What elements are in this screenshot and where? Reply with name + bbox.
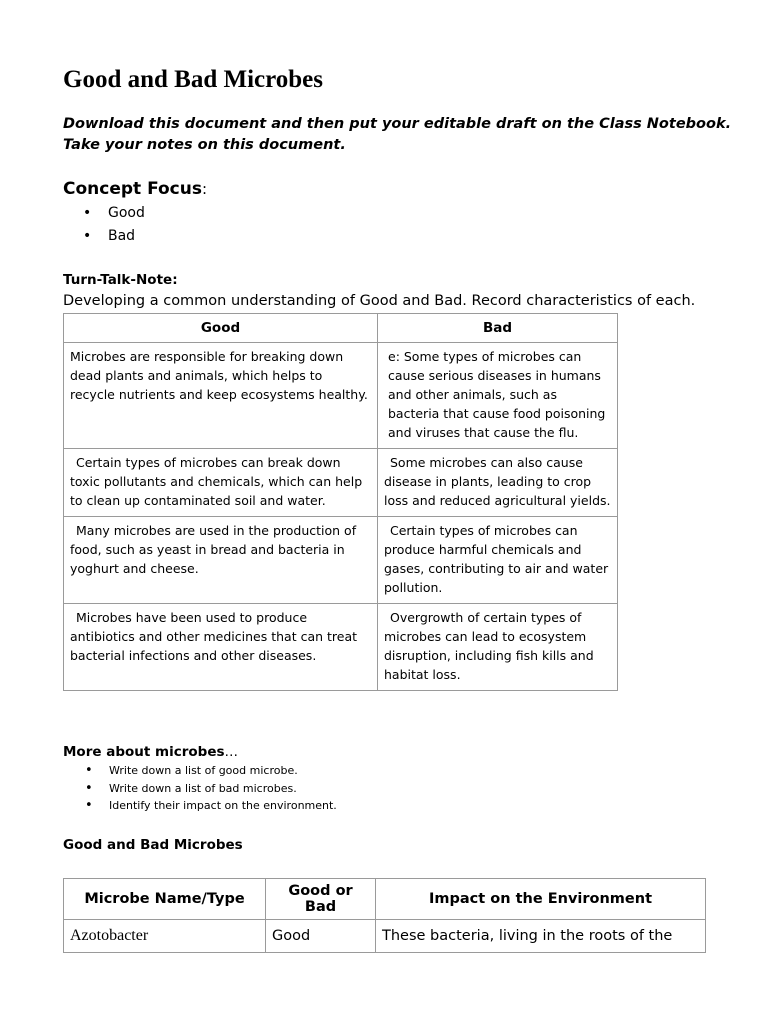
table-row <box>64 604 618 691</box>
header-microbe-name: Microbe Name/Type <box>64 879 266 920</box>
good-cell: Many microbes are used in the production of food, such as yeast in bread and bacteria in yoghurt and cheese. <box>64 517 378 604</box>
bad-cell: Some microbes can also cause disease in plants, leading to crop loss and reduced agricultural yields. <box>378 449 618 517</box>
instructions-text: Download this document and then put your editable draft on the Class Notebook. Take your notes on this document. <box>63 116 732 153</box>
concept-focus-colon: : <box>201 180 208 198</box>
impact-cell: These bacteria, living in the roots of the <box>376 920 706 953</box>
header-impact: Impact on the Environment <box>376 879 706 920</box>
document-title: Good and Bad Microbes <box>63 66 323 93</box>
table-row <box>64 517 618 604</box>
bad-cell: Certain types of microbes can produce harmful chemicals and gases, contributing to air and water pollution. <box>378 517 618 604</box>
table-row <box>64 920 706 953</box>
bad-cell: Overgrowth of certain types of microbes can lead to ecosystem disruption, including fish kills and habitat loss. <box>378 604 618 691</box>
good-or-bad-cell: Good <box>266 920 376 953</box>
good-cell: Certain types of microbes can break down toxic pollutants and chemicals, which can help to clean up contaminated soil and water. <box>64 449 378 517</box>
more-about-ellipsis: … <box>224 744 239 760</box>
more-about-heading-text: More about microbes <box>63 744 225 760</box>
table-row <box>64 343 618 449</box>
microbe-name-cell: Azotobacter <box>64 920 266 953</box>
concept-focus-list <box>83 205 145 250</box>
header-bad: Bad <box>378 314 618 343</box>
turn-talk-note-description: Developing a common understanding of Good and Bad. Record characteristics of each. <box>63 293 696 309</box>
good-cell: Microbes are responsible for breaking down dead plants and animals, which helps to recycle nutrients and keep ecosystems healthy. <box>64 343 378 449</box>
more-about-item: • Identify their impact on the environment. <box>85 799 337 817</box>
more-about-heading <box>63 744 238 760</box>
concept-focus-item: • Bad <box>83 228 145 251</box>
concept-focus-heading <box>63 179 207 199</box>
characteristics-table <box>63 313 618 691</box>
concept-focus-heading-text: Concept Focus <box>63 179 202 199</box>
header-good: Good <box>64 314 378 343</box>
more-about-item: • Write down a list of bad microbes. <box>85 782 337 800</box>
more-about-list <box>85 764 337 817</box>
header-good-or-bad: Good or Bad <box>266 879 376 920</box>
more-about-item: • Write down a list of good microbe. <box>85 764 337 782</box>
microbe-table <box>63 878 706 953</box>
bad-cell: e: Some types of microbes can cause serious diseases in humans and other animals, such as bacteria that cause food poisoning and viruses that cause the flu. <box>378 343 618 449</box>
turn-talk-note-heading: Turn-Talk-Note: <box>63 272 178 288</box>
table-header-row <box>64 314 618 343</box>
table-header-row <box>64 879 706 920</box>
microbe-section-heading: Good and Bad Microbes <box>63 837 243 853</box>
concept-focus-item: • Good <box>83 205 145 228</box>
table-row <box>64 449 618 517</box>
good-cell: Microbes have been used to produce antibiotics and other medicines that can treat bacterial infections and other diseases. <box>64 604 378 691</box>
